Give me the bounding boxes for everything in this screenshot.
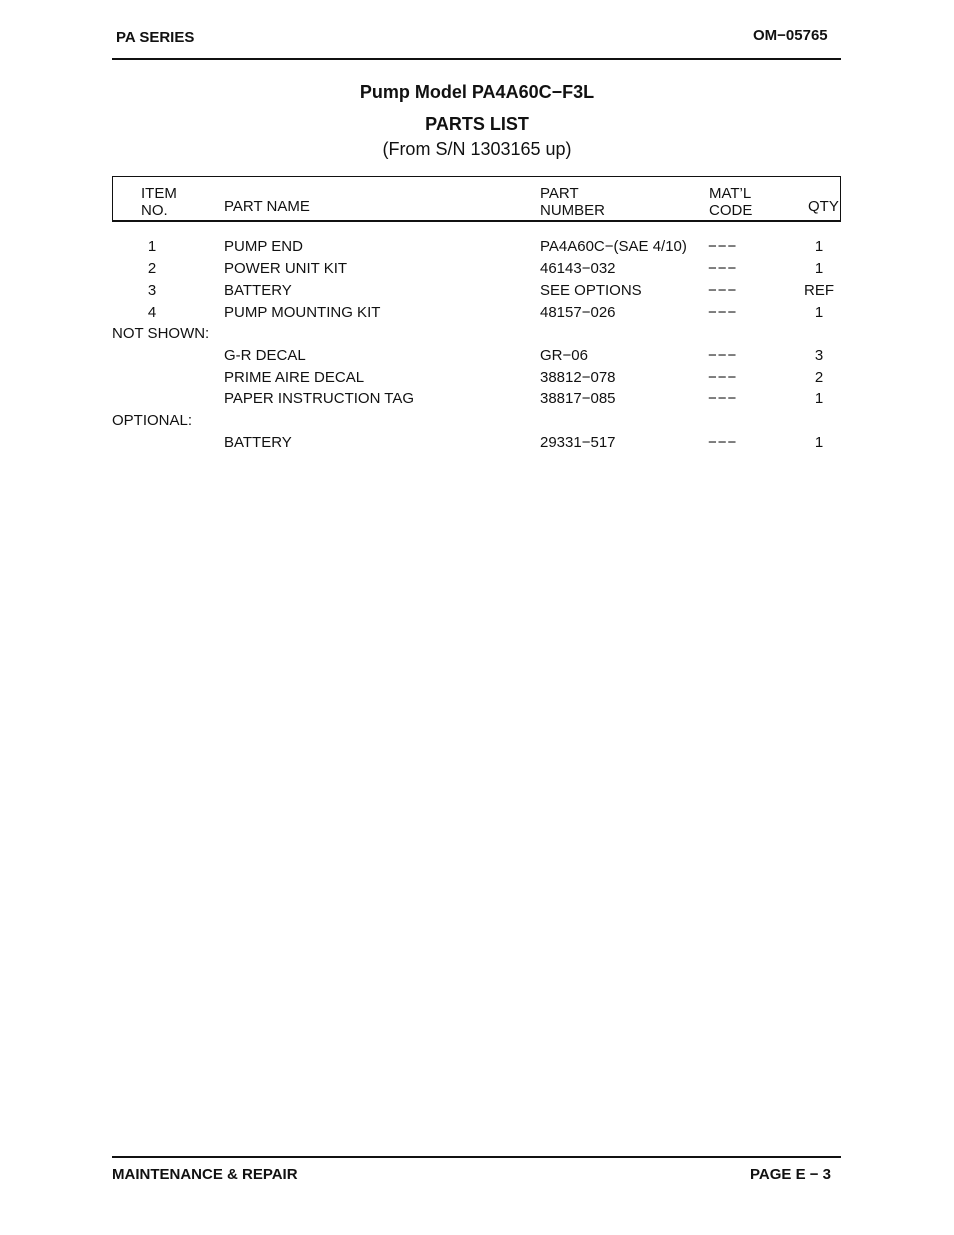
not-shown-label: NOT SHOWN: [112,325,210,342]
footer-rule [112,1156,841,1158]
part-name: PRIME AIRE DECAL [224,369,365,386]
table-row [0,282,954,302]
serial-range: (From S/N 1303165 up) [382,139,572,159]
series-label: PA SERIES [116,29,195,46]
col-mat-line2: CODE [709,202,753,219]
material-code: −−− [708,369,738,386]
part-number: 48157−026 [540,304,616,321]
part-number: PA4A60C−(SAE 4/10) [540,238,687,255]
item-number: 4 [147,304,157,321]
material-code: −−− [708,347,738,364]
material-code: −−− [708,238,738,255]
model-title: Pump Model PA4A60C−F3L [359,82,595,102]
col-part-number-line1: PART [540,185,579,202]
footer-page: PAGE E − 3 [750,1166,832,1183]
table-row [0,369,954,389]
col-qty: QTY [808,198,839,215]
quantity: 1 [814,260,824,277]
doc-number: OM−05765 [753,27,828,44]
part-name: PUMP END [224,238,303,255]
quantity: 1 [814,304,824,321]
footer-section: MAINTENANCE & REPAIR [112,1166,298,1183]
table-row [0,390,954,410]
table-row [0,238,954,258]
table-row [0,304,954,324]
material-code: −−− [708,434,738,451]
part-name: PAPER INSTRUCTION TAG [224,390,415,407]
col-part-name: PART NAME [224,198,310,215]
part-number: GR−06 [540,347,588,364]
part-name: POWER UNIT KIT [224,260,348,277]
part-number: SEE OPTIONS [540,282,642,299]
part-name: BATTERY [224,282,292,299]
material-code: −−− [708,304,738,321]
table-row [0,260,954,280]
parts-list-heading: PARTS LIST [425,114,529,134]
part-number: 38817−085 [540,390,616,407]
part-name: PUMP MOUNTING KIT [224,304,381,321]
quantity: 1 [814,238,824,255]
quantity: 2 [814,369,824,386]
part-number: 29331−517 [540,434,616,451]
quantity: 3 [814,347,824,364]
col-mat-line1: MAT’L [709,185,752,202]
item-number: 3 [147,282,157,299]
quantity: 1 [814,434,824,451]
part-name: G-R DECAL [224,347,306,364]
optional-label: OPTIONAL: [112,412,193,429]
part-number: 46143−032 [540,260,616,277]
part-number: 38812−078 [540,369,616,386]
material-code: −−− [708,390,738,407]
header-rule [112,58,841,60]
part-name: BATTERY [224,434,292,451]
col-item-line2: NO. [141,202,168,219]
item-number: 1 [147,238,157,255]
col-part-number-line2: NUMBER [540,202,606,219]
quantity: 1 [814,390,824,407]
table-row [0,347,954,367]
quantity: REF [804,282,834,299]
material-code: −−− [708,260,738,277]
item-number: 2 [147,260,157,277]
col-item-line1: ITEM [141,185,177,202]
material-code: −−− [708,282,738,299]
table-row [0,434,954,454]
column-header [112,176,841,222]
